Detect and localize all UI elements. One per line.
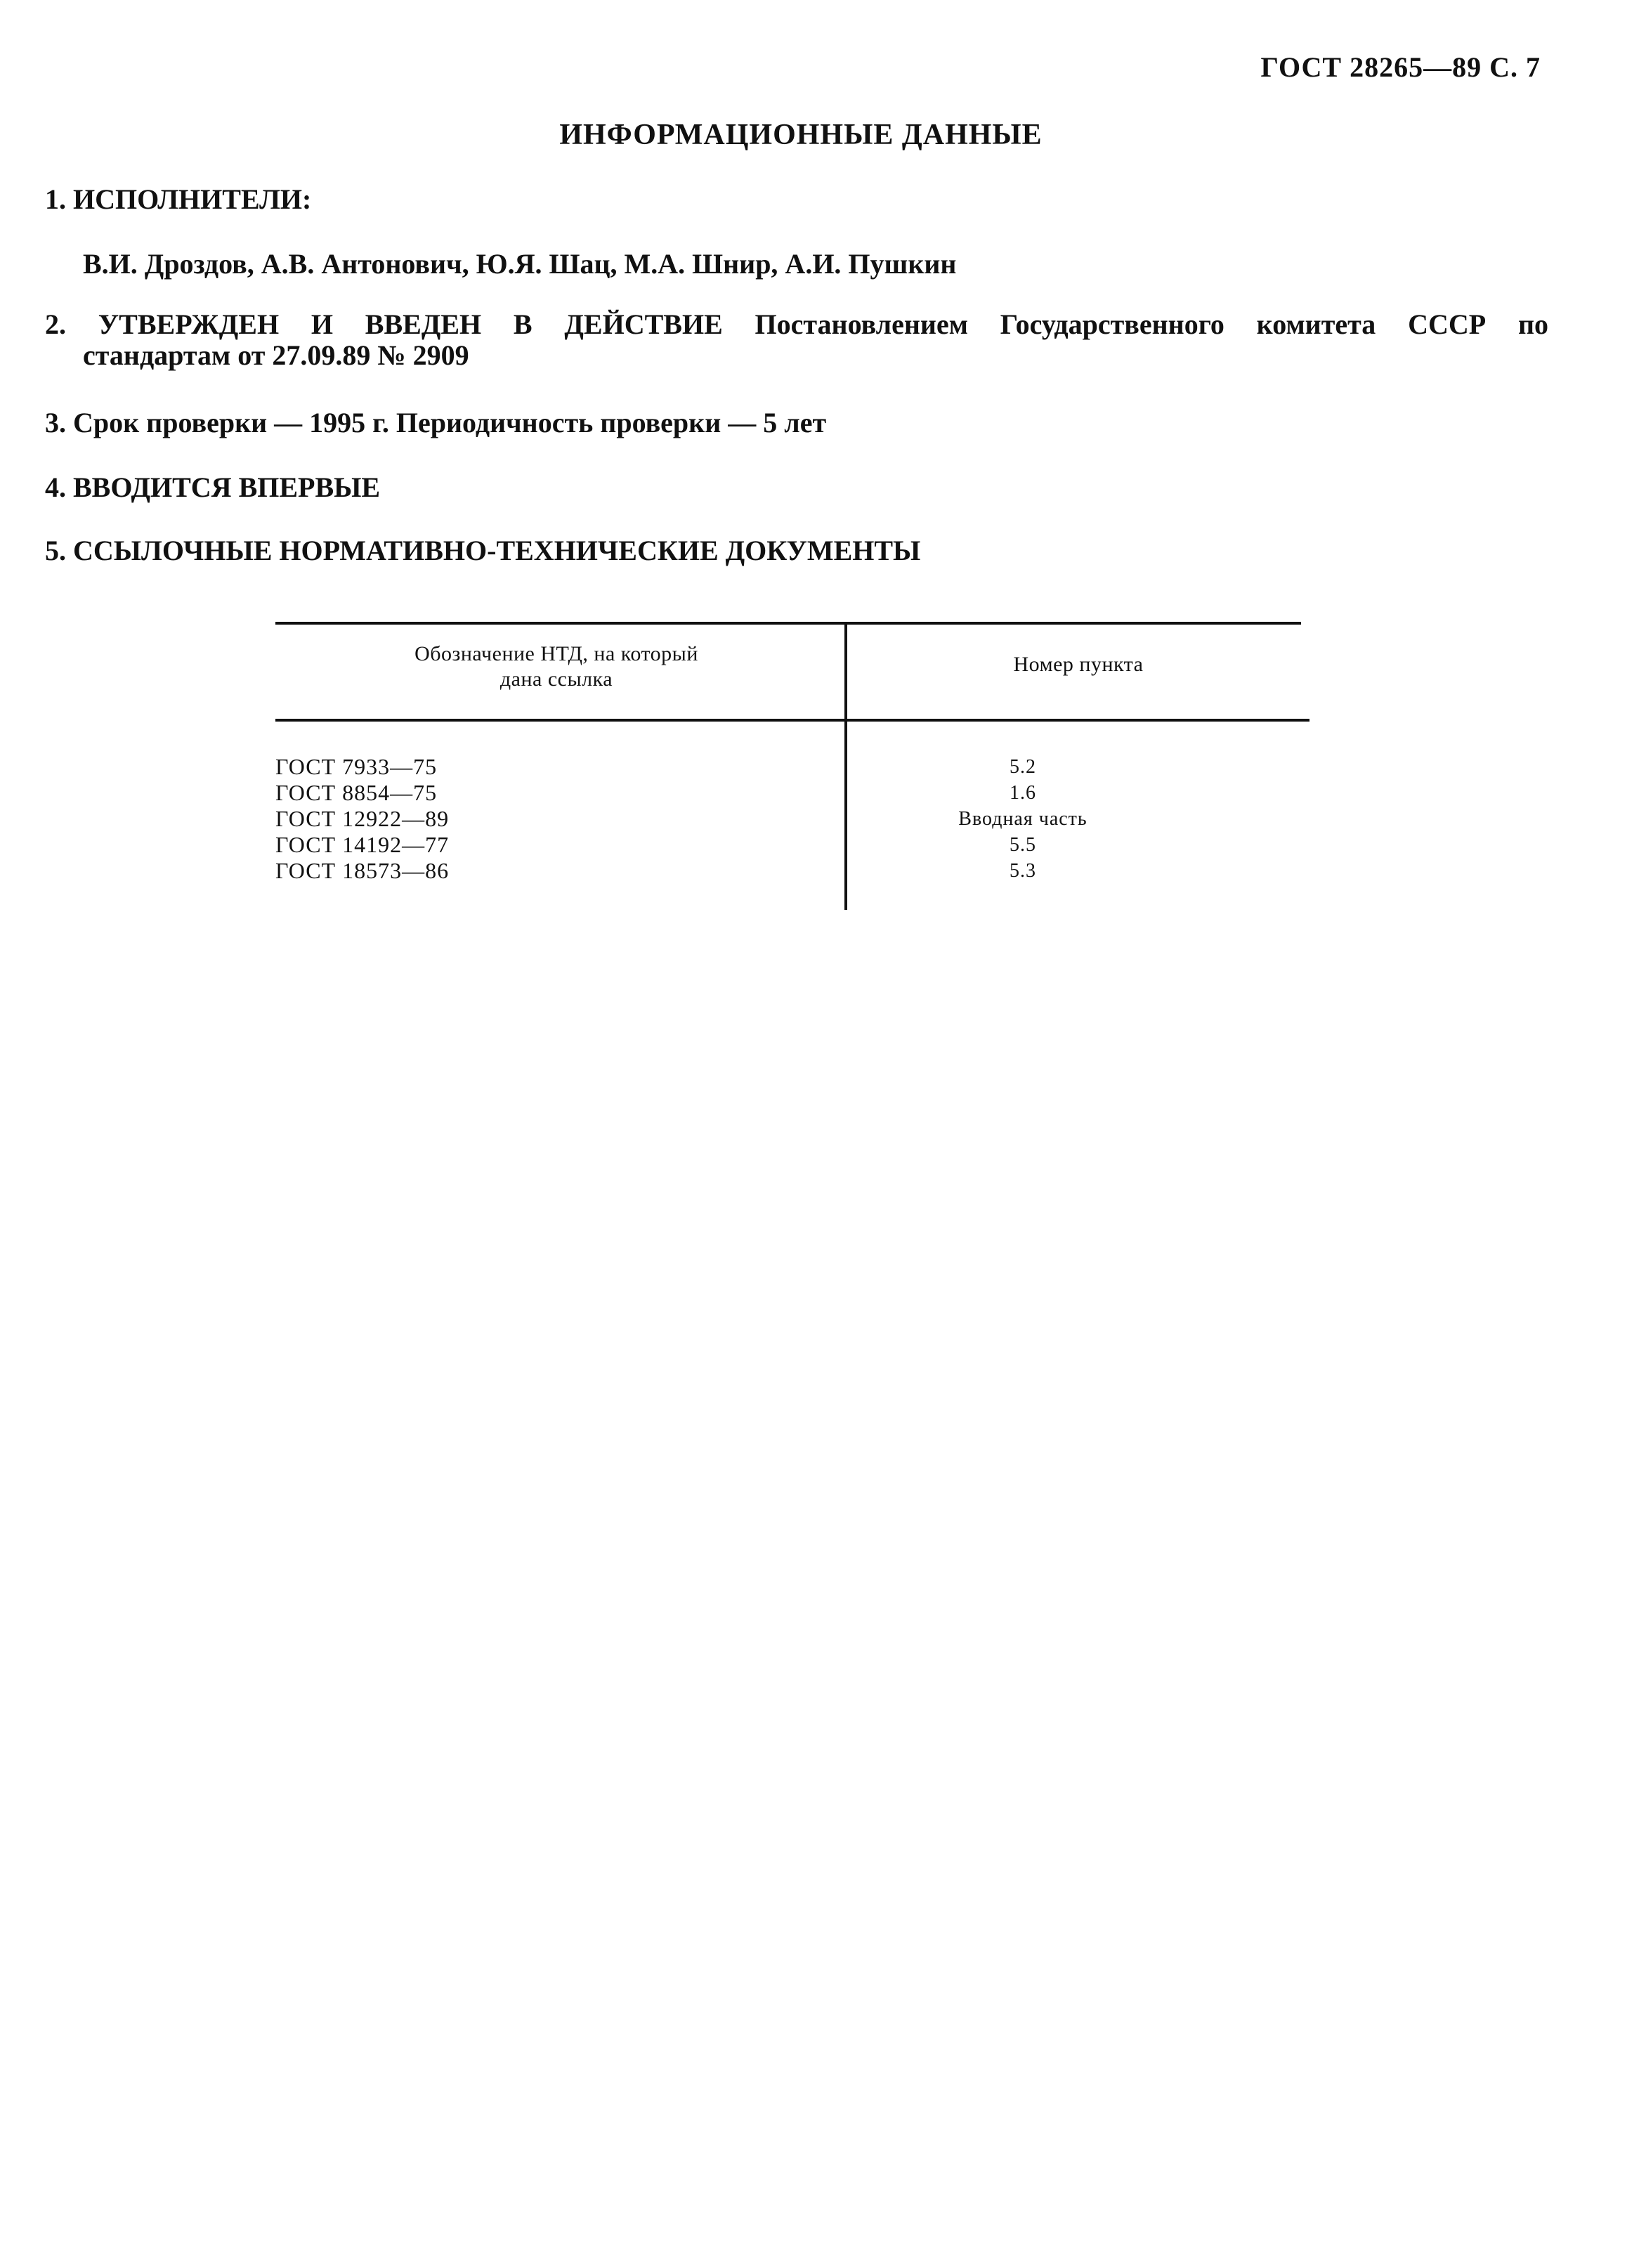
reference-documents-heading: ССЫЛОЧНЫЕ НОРМАТИВНО-ТЕХНИЧЕСКИЕ ДОКУМЕНТЫ — [73, 535, 921, 566]
table-cell-item: 5.2 — [1010, 756, 1036, 778]
table-cell-document: ГОСТ 7933—75 — [275, 754, 438, 779]
table-cell-item: Вводная часть — [958, 808, 1087, 830]
table-top-rule — [275, 622, 1301, 625]
table-row — [275, 754, 1309, 780]
table-row — [275, 780, 1309, 806]
table-body — [275, 754, 1309, 884]
table-cell-document: ГОСТ 8854—75 — [275, 780, 438, 805]
first-introduced-text: ВВОДИТСЯ ВПЕРВЫЕ — [73, 471, 381, 503]
section-performers — [45, 184, 311, 215]
section-review-period — [45, 408, 826, 438]
section-number: 1. — [45, 183, 66, 215]
table-row — [275, 832, 1309, 858]
table-header-rule — [275, 719, 1309, 722]
reference-documents-table — [275, 622, 1309, 910]
page-reference: ГОСТ 28265—89 С. 7 — [1260, 51, 1541, 83]
section-number: 5. — [45, 535, 66, 566]
table-cell-document: ГОСТ 12922—89 — [275, 806, 450, 831]
table-row — [275, 806, 1309, 832]
review-period-text: Срок проверки — 1995 г. Периодичность проверки — 5 лет — [73, 407, 827, 438]
approval-line-1: УТВЕРЖДЕН И ВВЕДЕН В ДЕЙСТВИЕ Постановлением Государственного комитета СССР по — [98, 308, 1548, 340]
section-number: 2. — [45, 308, 66, 340]
table-header-document: Обозначение НТД, на который дана ссылка — [414, 642, 698, 691]
table-header-item-number: Номер пункта — [1013, 653, 1144, 676]
document-title: ИНФОРМАЦИОННЫЕ ДАННЫЕ — [559, 119, 1043, 151]
section-number: 4. — [45, 471, 66, 503]
table-row — [275, 858, 1309, 884]
section-number: 3. — [45, 407, 66, 438]
table-cell-item: 5.5 — [1010, 834, 1036, 856]
performers-list: В.И. Дроздов, А.В. Антонович, Ю.Я. Шац, М.А. Шнир, А.И. Пушкин — [83, 248, 957, 280]
section-heading: ИСПОЛНИТЕЛИ: — [73, 183, 312, 215]
table-cell-item: 1.6 — [1010, 782, 1036, 804]
table-cell-document: ГОСТ 14192—77 — [275, 832, 450, 857]
section-reference-documents — [45, 535, 920, 566]
section-approval — [45, 309, 1548, 371]
table-cell-document: ГОСТ 18573—86 — [275, 858, 450, 883]
approval-line-2: стандартам от 27.09.89 № 2909 — [83, 339, 469, 371]
table-cell-item: 5.3 — [1010, 860, 1036, 882]
section-first-introduced — [45, 472, 380, 503]
